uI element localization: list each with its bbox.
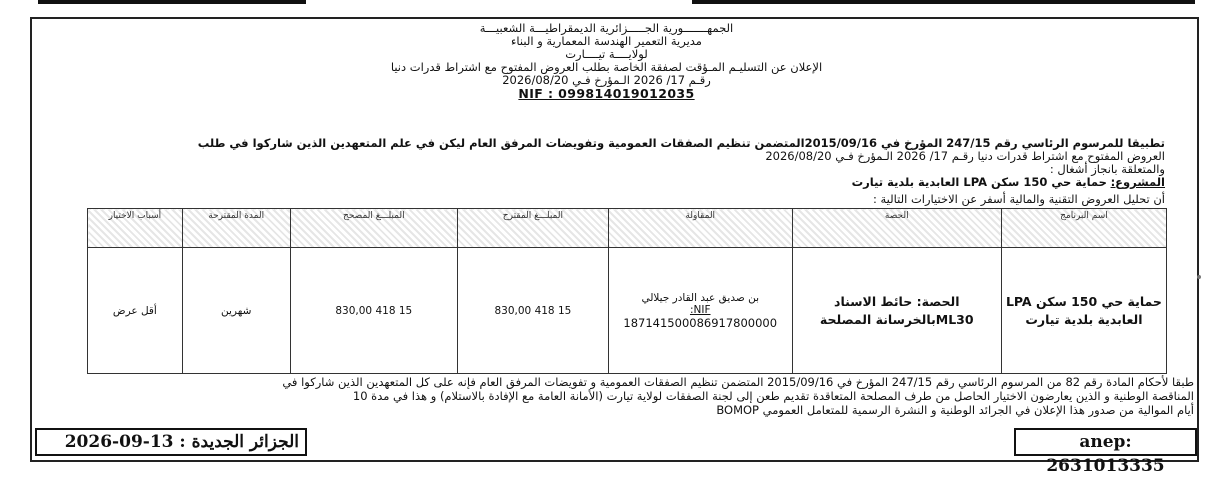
cell-contractor bbox=[608, 248, 792, 374]
intro-line-5: أن تحليل العروض التقنية والمالية أسفر عن الاختيارات التالية : bbox=[872, 192, 1165, 206]
top-edge-bar-right bbox=[692, 0, 1195, 4]
intro-line-1: تطبيقا للمرسوم الرئاسي رقم 247/15 المؤرخ في 2015/09/16المتضمن تنظيم الصفقات العمومية وتفويضات المرفق العام ليكن في علم المتعهدين الذين شاركوا في طلب bbox=[197, 136, 1165, 150]
header-line-number-date: رقـم 17/ 2026 الـمؤرخ فـي 2026/08/20 bbox=[502, 73, 711, 87]
table-row bbox=[88, 248, 1167, 374]
header-lot: الحصة bbox=[792, 209, 1001, 248]
header-corrected-amount: المبلـــغ المصحح bbox=[290, 209, 457, 248]
announcement-header bbox=[0, 22, 1213, 100]
results-table bbox=[87, 208, 1167, 374]
header-contractor: المقاولة bbox=[608, 209, 792, 248]
cell-lot: الحصة: حائط الاسناد ML30بالخرسانة المصلحة bbox=[792, 248, 1001, 374]
appeal-line-1: طبقا لأحكام المادة رقم 82 من المرسوم الرئاسي رقم 247/15 المؤرخ في 2015/09/16 المتضمن تنظيم الصفقات العمومية و تفويضات المرفق العام فإنه على كل المتعهدين الذين شاركوا في bbox=[282, 375, 1194, 389]
header-duration: المدة المقترحة bbox=[182, 209, 290, 248]
intro-line-3: والمتعلقة بانجاز أشغال : bbox=[1049, 162, 1165, 176]
cell-duration: شهرين bbox=[182, 248, 290, 374]
top-edge-bar-left bbox=[38, 0, 306, 4]
cell-reason: أقل عرض bbox=[88, 248, 183, 374]
newspaper-date-box: الجزائر الجديدة : 13-09-2026 bbox=[35, 428, 307, 456]
header-line-wilaya: لولايــــة تيــــارت bbox=[565, 47, 648, 61]
intro-line-2: العروض المفتوح مع اشتراط قدرات دنيا رقـم 17/ 2026 الـمؤرخ فـي 2026/08/20 bbox=[765, 149, 1165, 163]
intro-project bbox=[852, 175, 1165, 189]
anep-reference-box: anep: 2631013335 bbox=[1014, 428, 1197, 456]
header-nif: NIF : 099814019012035 bbox=[518, 86, 695, 101]
table-header-row bbox=[88, 209, 1167, 248]
cell-corrected-amount: 15 418 830,00 bbox=[290, 248, 457, 374]
contractor-nif-label: NIF: bbox=[689, 303, 711, 316]
header-line-directorate: مديرية التعمير الهندسة المعمارية و البناء bbox=[511, 34, 702, 48]
cell-program: حماية حي 150 سكن LPA العابدية بلدية تيارت bbox=[1001, 248, 1166, 374]
appeal-paragraph bbox=[34, 375, 1194, 417]
header-program: اسم البرنامج bbox=[1001, 209, 1166, 248]
header-line-republic: الجمهـــــــورية الجـــــزائرية الديمقراطيـــة الشعبيـــة bbox=[479, 21, 734, 35]
appeal-line-3: أيام الموالية من صدور هذا الإعلان في الجرائد الوطنية و النشرة الرسمية للمتعامل العمومي BOMOP bbox=[716, 403, 1194, 417]
contractor-nif: 187141500086917800000 bbox=[623, 315, 778, 330]
header-proposed-amount: المبلـــغ المقترح bbox=[457, 209, 608, 248]
project-value: حماية حي 150 سكن LPA العابدية بلدية تيارت bbox=[851, 175, 1107, 189]
header-line-subject: الإعلان عن التسليـم المـؤقت لصفقة الخاصة بطلب العروض المفتوح مع اشتراط قدرات دنيا bbox=[390, 60, 823, 74]
appeal-line-2: المناقصة الوطنية و الذين يعارضون الاختيار الحاصل من طرف المصلحة المتعاقدة تقديم طعن إلى لجنة الصفقات لولاية تيارت (الأمانة العامة مع الإفادة بالاستلام) و هذا في مدة 10 bbox=[352, 389, 1194, 403]
cell-proposed-amount: 15 418 830,00 bbox=[457, 248, 608, 374]
scan-smudge bbox=[1197, 275, 1201, 279]
header-reason: أسباب الاختيار bbox=[88, 209, 183, 248]
project-label: المشروع: bbox=[1110, 175, 1165, 189]
contractor-name: بن صديق عبد القادر جيلالي bbox=[641, 291, 760, 304]
